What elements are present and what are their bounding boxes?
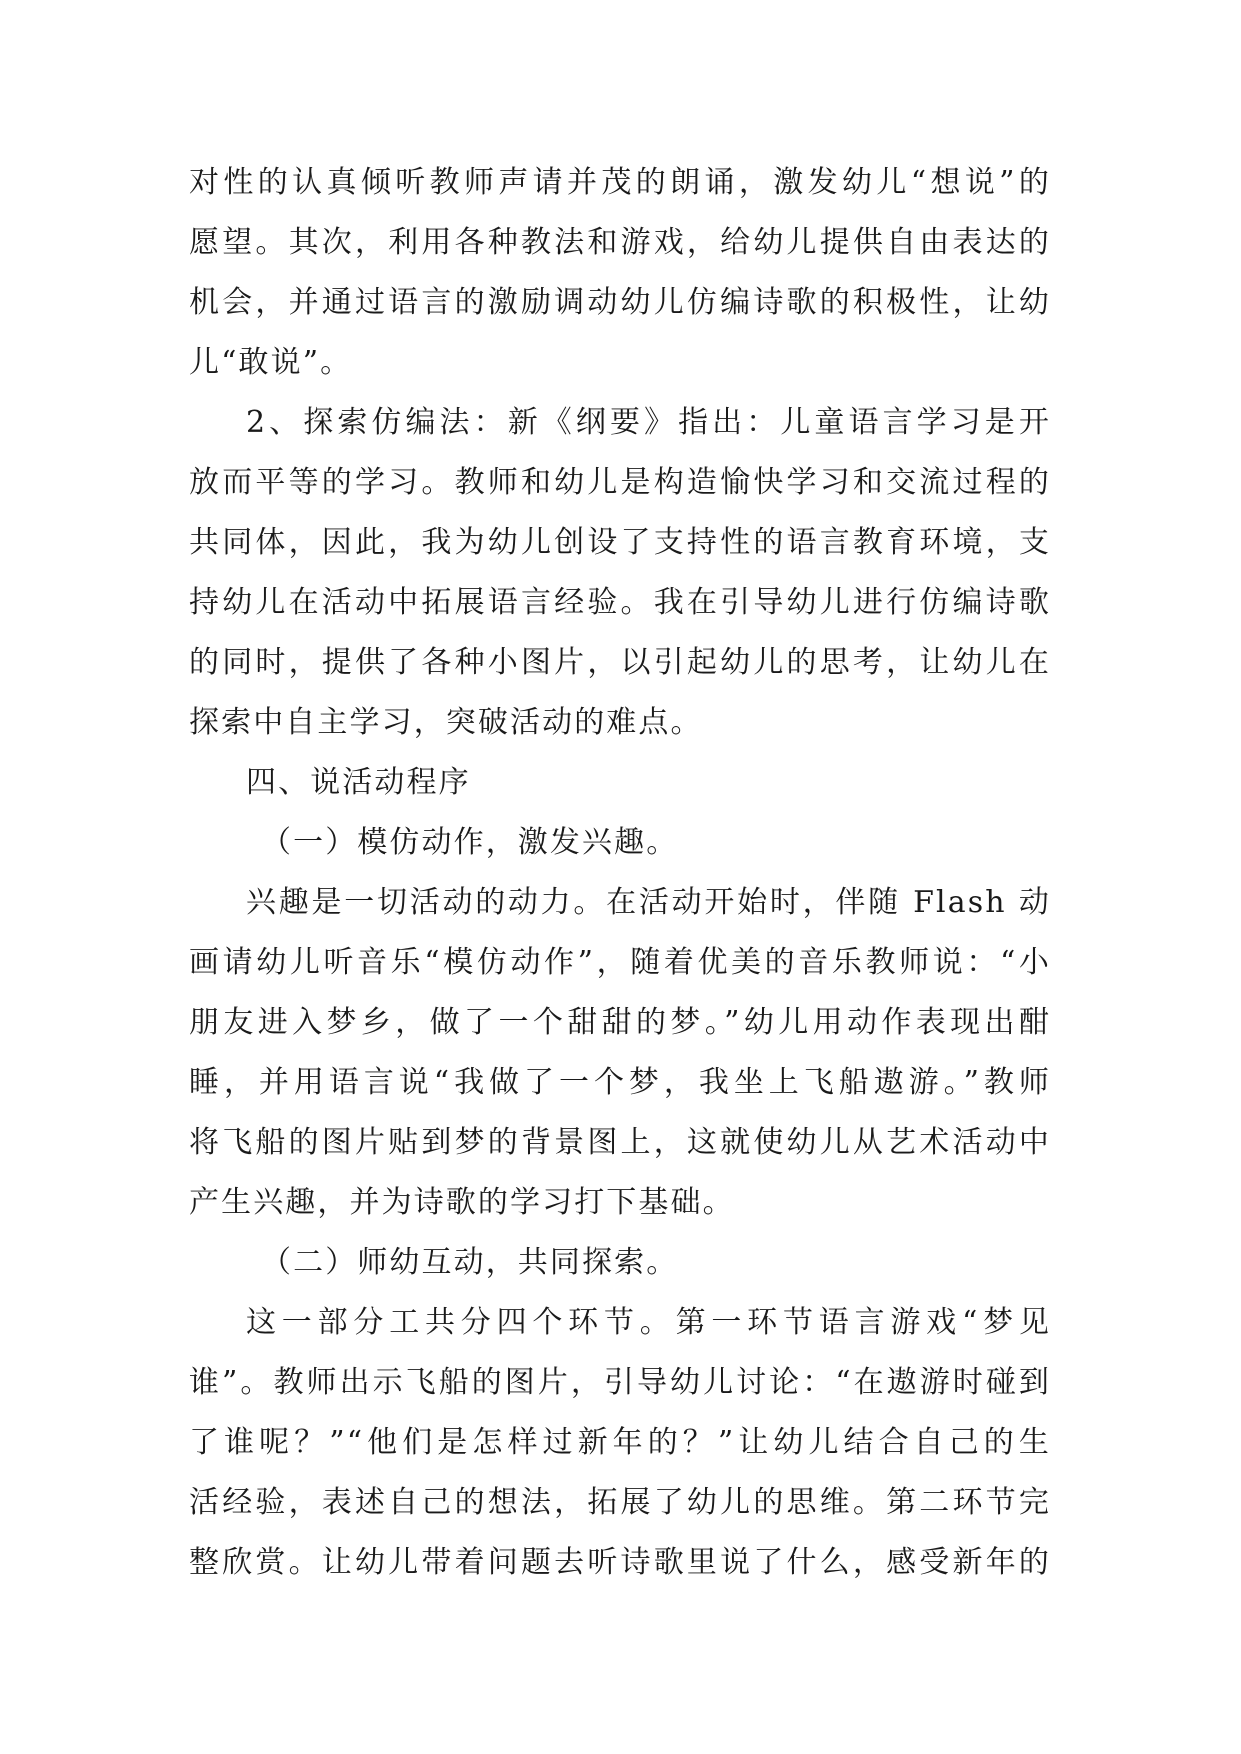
text-line: 探索中自主学习，突破活动的难点。 — [189, 705, 703, 740]
text-line: 四、说活动程序 — [246, 765, 471, 800]
text-line: 睡，并用语言说“我做了一个梦，我坐上飞船遨游。”教师 — [189, 1065, 1051, 1100]
text-line: 放而平等的学习。教师和幼儿是构造愉快学习和交流过程的 — [189, 465, 1051, 500]
text-line: 整欣赏。让幼儿带着问题去听诗歌里说了什么，感受新年的 — [189, 1545, 1051, 1580]
text-line: （二）师幼互动，共同探索。 — [261, 1245, 679, 1280]
text-line: 儿“敢说”。 — [189, 345, 353, 380]
text-line: 2、探索仿编法：新《纲要》指出：儿童语言学习是开 — [246, 405, 1051, 440]
text-line: 机会，并通过语言的激励调动幼儿仿编诗歌的积极性，让幼 — [189, 285, 1051, 320]
text-line: 朋友进入梦乡，做了一个甜甜的梦。”幼儿用动作表现出酣 — [189, 1005, 1051, 1040]
text-line: 的同时，提供了各种小图片，以引起幼儿的思考，让幼儿在 — [189, 645, 1051, 680]
text-line: 将飞船的图片贴到梦的背景图上，这就使幼儿从艺术活动中 — [189, 1125, 1051, 1160]
text-line: 画请幼儿听音乐“模仿动作”，随着优美的音乐教师说：“小 — [189, 945, 1051, 980]
text-line: 愿望。其次，利用各种教法和游戏，给幼儿提供自由表达的 — [189, 225, 1051, 260]
text-line: 对性的认真倾听教师声请并茂的朗诵，激发幼儿“想说”的 — [189, 165, 1051, 200]
text-line: 产生兴趣，并为诗歌的学习打下基础。 — [189, 1185, 735, 1220]
text-line: 这一部分工共分四个环节。第一环节语言游戏“梦见 — [246, 1305, 1051, 1340]
document-body — [189, 153, 1051, 1593]
text-line: （一）模仿动作，激发兴趣。 — [261, 825, 679, 860]
text-line: 活经验，表述自己的想法，拓展了幼儿的思维。第二环节完 — [189, 1485, 1051, 1520]
text-line: 兴趣是一切活动的动力。在活动开始时，伴随 Flash 动 — [246, 885, 1051, 920]
text-line: 持幼儿在活动中拓展语言经验。我在引导幼儿进行仿编诗歌 — [189, 585, 1051, 620]
text-line: 谁”。教师出示飞船的图片，引导幼儿讨论：“在遨游时碰到 — [189, 1365, 1051, 1400]
text-line: 共同体，因此，我为幼儿创设了支持性的语言教育环境，支 — [189, 525, 1051, 560]
text-line: 了谁呢？”“他们是怎样过新年的？”让幼儿结合自己的生 — [189, 1425, 1051, 1460]
